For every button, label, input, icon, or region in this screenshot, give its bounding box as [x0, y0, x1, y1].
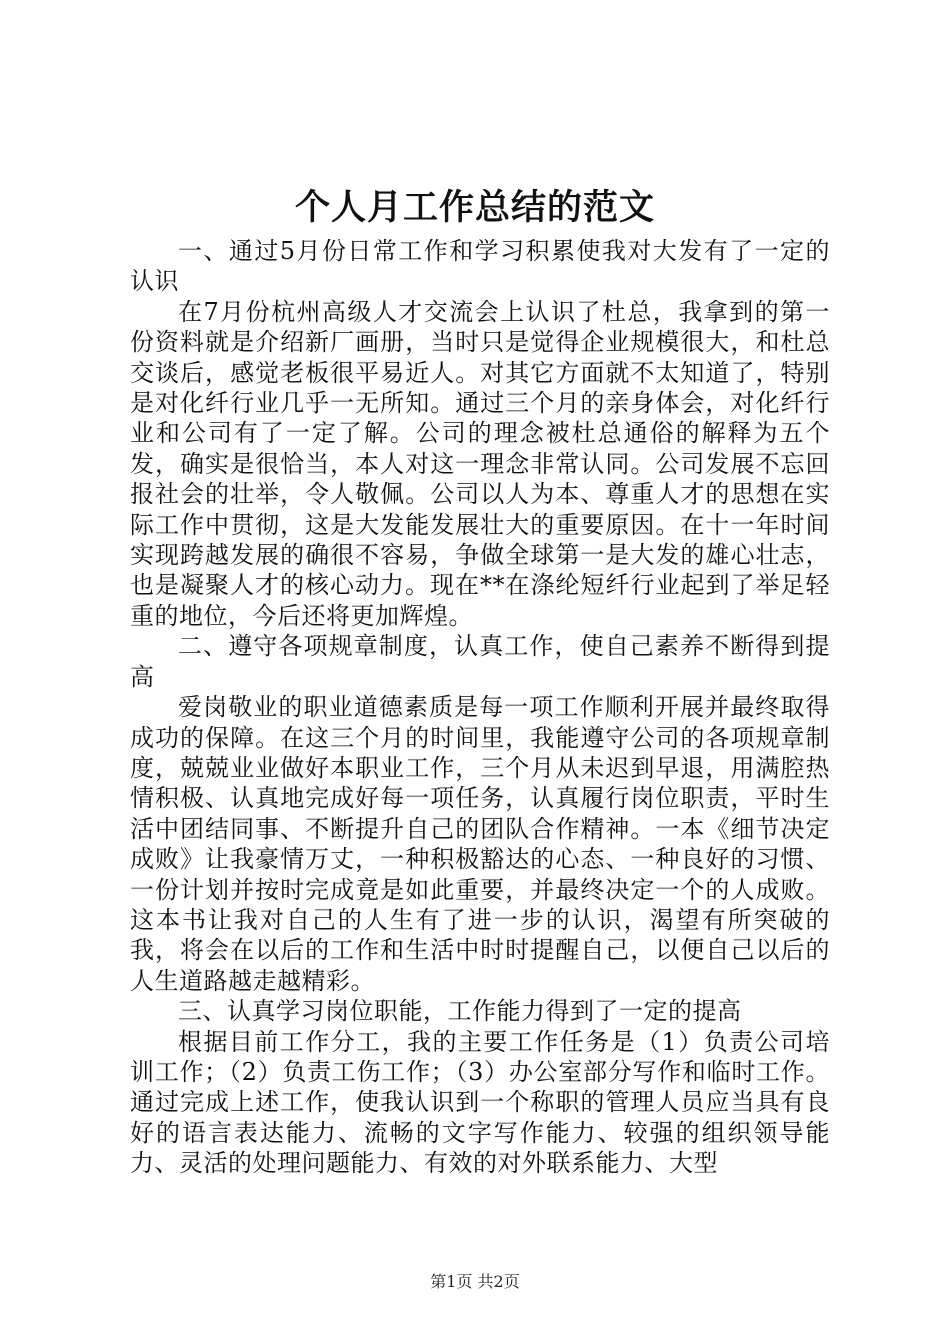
section-heading-2: 二、遵守各项规章制度，认真工作，使自己素养不断得到提高: [130, 632, 830, 691]
section-heading-3: 三、认真学习岗位职能，工作能力得到了一定的提高: [178, 997, 742, 1026]
paragraph-3: 根据目前工作分工，我的主要工作任务是（1）负责公司培训工作；（2）负责工伤工作；（3）办公室部分写作和临时工作。通过完成上述工作，使我认识到一个称职的管理人员应当具有良好的语言表达能力、流畅的文字写作能力、较强的组织领导能力、灵活的处理问题能力、有效的对外联系能力、大型: [130, 1027, 830, 1178]
section-heading-1: 一、通过5月份日常工作和学习积累使我对大发有了一定的认识: [130, 237, 830, 296]
page-number: 第1页 共2页: [430, 1272, 520, 1291]
document-body: [130, 236, 830, 1179]
paragraph-2: 爱岗敬业的职业道德素质是每一项工作顺利开展并最终取得成功的保障。在这三个月的时间里，我能遵守公司的各项规章制度，兢兢业业做好本职业工作，三个月从未迟到早退，用满腔热情积极、认真地完成好每一项任务，认真履行岗位职责，平时生活中团结同事、不断提升自己的团队合作精神。一本《细节决定成败》让我豪情万丈，一种积极豁达的心态、一种良好的习惯、一份计划并按时完成竟是如此重要，并最终决定一个的人成败。这本书让我对自己的人生有了进一步的认识，渴望有所突破的我，将会在以后的工作和生活中时时提醒自己，以便自己以后的人生道路越走越精彩。: [130, 693, 830, 995]
document-title: 个人月工作总结的范文: [294, 187, 655, 228]
paragraph-1: 在7月份杭州高级人才交流会上认识了杜总，我拿到的第一份资料就是介绍新厂画册，当时只是觉得企业规模很大，和杜总交谈后，感觉老板很平易近人。对其它方面就不太知道了，特别是对化纤行业几乎一无所知。通过三个月的亲身体会，对化纤行业和公司有了一定了解。公司的理念被杜总通俗的解释为五个发，确实是很恰当，本人对这一理念非常认同。公司发展不忘回报社会的壮举，令人敬佩。公司以人为本、尊重人才的思想在实际工作中贯彻，这是大发能发展壮大的重要原因。在十一年时间实现跨越发展的确很不容易，争做全球第一是大发的雄心壮志，也是凝聚人才的核心动力。现在**在涤纶短纤行业起到了举足轻重的地位，今后还将更加辉煌。: [130, 297, 830, 630]
